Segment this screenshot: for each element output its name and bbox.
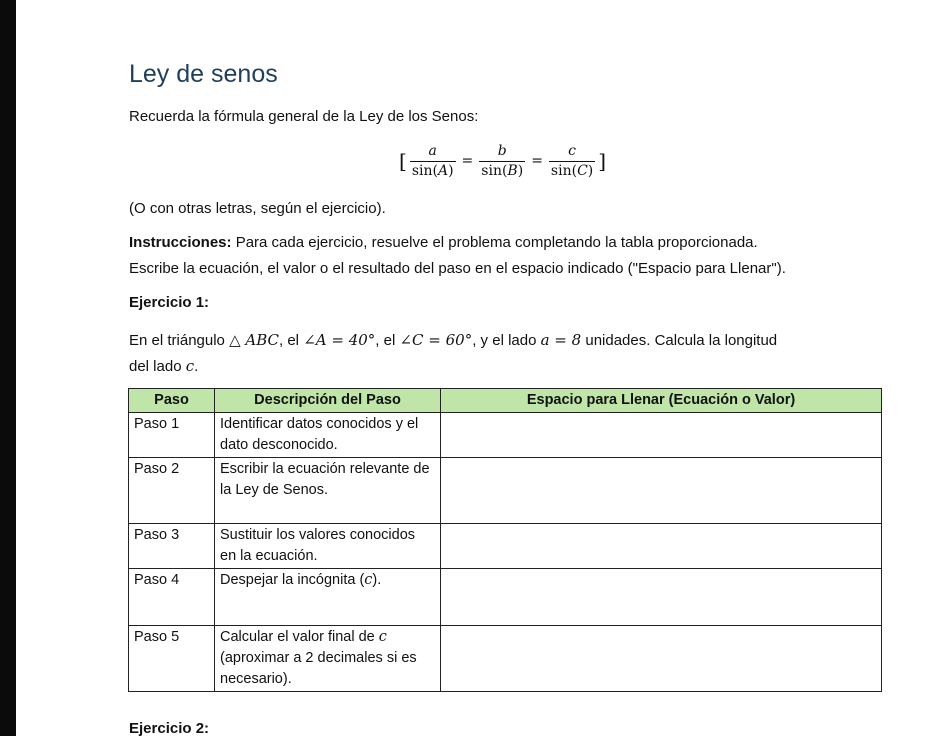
- instructions-line-2: Escribe la ecuación, el valor o el resultado del paso en el espacio indicado ("Espacio para Llenar").: [129, 260, 786, 277]
- table-row: [129, 413, 882, 458]
- step-fill-space[interactable]: [441, 413, 882, 458]
- instructions-line-1: Instrucciones: Para cada ejercicio, resuelve el problema completando la tabla proporcionada.: [129, 234, 758, 251]
- fraction-c: [549, 142, 595, 181]
- note-text: (O con otras letras, según el ejercicio).: [129, 200, 386, 217]
- fraction-numerator: c: [568, 142, 576, 159]
- exercise-1-statement-line-1: En el triángulo △ ABC, el ∠A = 40°, el ∠C = 60°, y el lado a = 8 unidades. Calcula la longitud: [129, 331, 778, 349]
- fraction-b: [479, 142, 525, 181]
- equals-sign: =: [461, 153, 474, 169]
- step-description: Escribir la ecuación relevante de la Ley de Senos.: [215, 458, 441, 524]
- table-row: [129, 524, 882, 569]
- step-fill-space[interactable]: [441, 626, 882, 692]
- fraction-denominator: sin(B): [481, 162, 524, 179]
- intro-text: Recuerda la fórmula general de la Ley de los Senos:: [129, 108, 479, 125]
- step-description: Identificar datos conocidos y el dato desconocido.: [215, 413, 441, 458]
- step-label: Paso 4: [129, 569, 215, 626]
- window-edge: [0, 0, 16, 736]
- table-header-row: [129, 389, 882, 413]
- law-of-sines-formula: [399, 138, 606, 184]
- header-paso: Paso: [129, 389, 215, 413]
- exercise-1-heading: Ejercicio 1:: [129, 294, 210, 311]
- steps-table: [128, 388, 882, 692]
- fraction-numerator: b: [497, 142, 507, 159]
- step-description: Calcular el valor final de c (aproximar a 2 decimales si es necesario).: [215, 626, 441, 692]
- step-description: Despejar la incógnita (c).: [215, 569, 441, 626]
- table-row: [129, 458, 882, 524]
- fraction-numerator: a: [428, 142, 437, 159]
- fraction-denominator: sin(A): [411, 162, 454, 179]
- fraction-denominator: sin(C): [550, 162, 594, 179]
- step-description: Sustituir los valores conocidos en la ecuación.: [215, 524, 441, 569]
- step-fill-space[interactable]: [441, 524, 882, 569]
- instructions-label: Instrucciones:: [129, 234, 232, 251]
- fraction-a: [410, 142, 456, 181]
- exercise-1-statement-line-2: del lado c.: [129, 357, 199, 375]
- header-espacio: Espacio para Llenar (Ecuación o Valor): [441, 389, 882, 413]
- step-fill-space[interactable]: [441, 569, 882, 626]
- exercise-2-heading: Ejercicio 2:: [129, 720, 210, 737]
- table-row: [129, 626, 882, 692]
- page-title: Ley de senos: [129, 60, 278, 88]
- formula-close-bracket: ]: [598, 149, 607, 173]
- table-row: [129, 569, 882, 626]
- header-descripcion: Descripción del Paso: [215, 389, 441, 413]
- document-page: [16, 0, 925, 736]
- step-label: Paso 5: [129, 626, 215, 692]
- step-label: Paso 1: [129, 413, 215, 458]
- step-fill-space[interactable]: [441, 458, 882, 524]
- step-label: Paso 3: [129, 524, 215, 569]
- formula-open-bracket: [: [399, 149, 407, 173]
- step-label: Paso 2: [129, 458, 215, 524]
- equals-sign: =: [531, 153, 543, 169]
